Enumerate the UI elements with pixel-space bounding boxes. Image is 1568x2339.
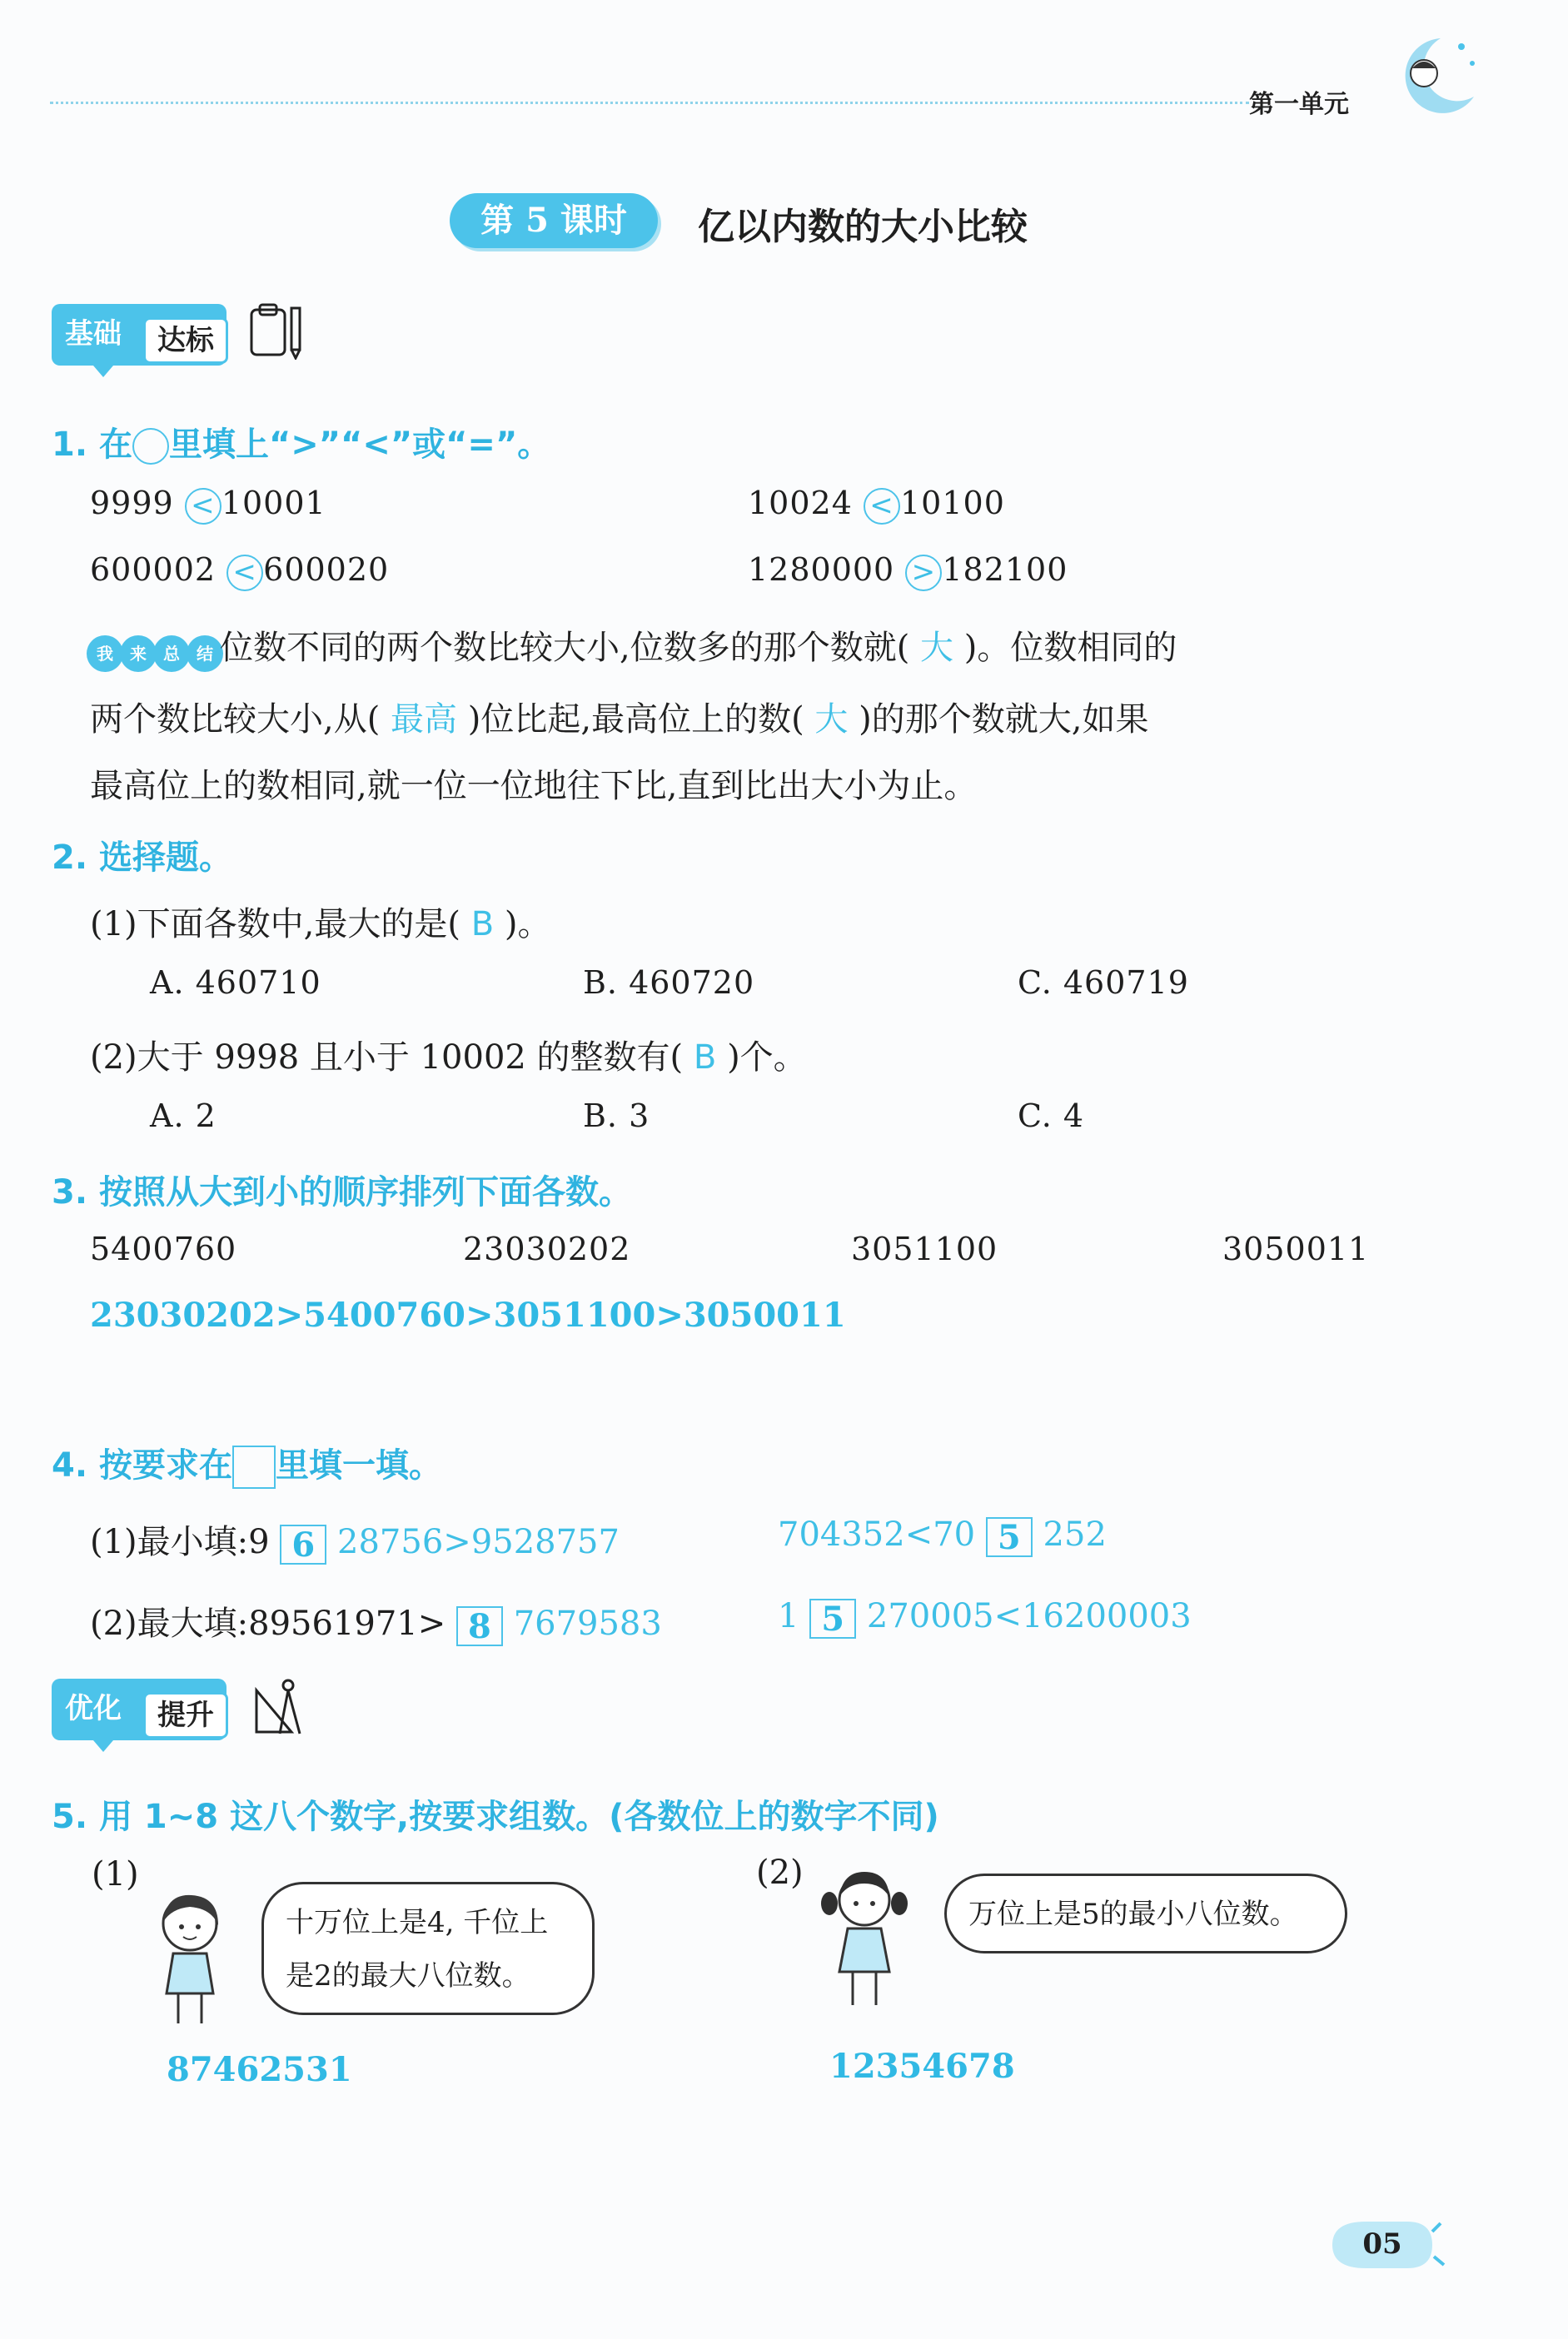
- summary-answer-2[interactable]: 最高: [391, 700, 458, 739]
- section-tag-advanced: [52, 1679, 235, 1754]
- q5-answer-1[interactable]: 87462531: [167, 2050, 352, 2089]
- moon-girl-icon: [1382, 30, 1482, 122]
- q4-row-2b: 1 5 270005<16200003: [778, 1597, 1192, 1639]
- summary-line-3: 最高位上的数相同,就一位一位地往下比,直到比出大小为止。: [90, 767, 978, 805]
- q2-answer-1[interactable]: B: [470, 905, 495, 943]
- q2-option-c[interactable]: C. 4: [1018, 1097, 1085, 1134]
- q2-option-a[interactable]: A. 2: [150, 1097, 217, 1134]
- section-tag-left: 基础: [65, 317, 122, 351]
- q3-number: 3050011: [1222, 1231, 1370, 1267]
- q1-row-3: 600002 < 600020: [90, 551, 389, 591]
- summary-answer-1[interactable]: 大: [920, 629, 954, 667]
- page-number: 05: [1362, 2227, 1402, 2261]
- q5-part-2-label: (2): [756, 1854, 804, 1892]
- q2-answer-2[interactable]: B: [693, 1038, 717, 1077]
- q1-row-1: 9999 < 10001: [90, 485, 326, 525]
- section-tag-basic: [52, 304, 235, 379]
- lesson-badge: 第 5 课时: [450, 193, 658, 248]
- q4-row-1: (1)最小填:9 6 28756>9528757: [90, 1523, 620, 1565]
- q4-title: 4. 按要求在 里填一填。: [52, 1439, 442, 1489]
- q4-blank[interactable]: 5: [809, 1599, 856, 1639]
- q4-blank[interactable]: 6: [280, 1525, 326, 1565]
- q4-blank[interactable]: 5: [986, 1517, 1033, 1557]
- compare-blank[interactable]: <: [226, 555, 263, 591]
- q5-part-1-label: (1): [92, 1855, 139, 1894]
- q3-answer[interactable]: 23030202>5400760>3051100>3050011: [90, 1296, 846, 1335]
- q3-number: 5400760: [90, 1231, 237, 1267]
- speech-bubble-2: 万位上是5的最小八位数。: [944, 1874, 1347, 1953]
- girl-icon: [142, 1889, 241, 2030]
- section-tag-left: 优化: [65, 1692, 122, 1725]
- q5-title: 5. 用 1~8 这八个数字,按要求组数。(各数位上的数字不同): [52, 1798, 939, 1836]
- section-tag-right: 提升: [143, 1692, 228, 1739]
- girl-pigtails-icon: [814, 1864, 914, 2013]
- compare-blank[interactable]: <: [185, 488, 222, 525]
- q4-row-2: (2)最大填:89561971> 8 7679583: [90, 1605, 662, 1646]
- q3-number: 23030202: [463, 1231, 631, 1267]
- q2-title: 2. 选择题。: [52, 839, 232, 877]
- section-tag-right: 达标: [143, 317, 228, 364]
- q2-option-c[interactable]: C. 460719: [1018, 964, 1189, 1001]
- q2-option-b[interactable]: B. 3: [583, 1097, 650, 1134]
- q1-row-2: 10024 < 10100: [748, 485, 1005, 525]
- q2-option-a[interactable]: A. 460710: [150, 964, 321, 1001]
- summary-line-1: 我 来 总 结 位数不同的两个数比较大小,位数多的那个数就( 大 )。位数相同的: [87, 621, 1177, 672]
- q3-title: 3. 按照从大到小的顺序排列下面各数。: [52, 1173, 632, 1212]
- q1-row-4: 1280000 > 182100: [748, 551, 1068, 591]
- summary-line-2: 两个数比较大小,从( 最高 )位比起,最高位上的数( 大 )的那个数就大,如果: [90, 700, 1149, 739]
- summary-badges: 我 来 总 结: [87, 630, 220, 672]
- speech-bubble-1: 十万位上是4, 千位上 是2的最大八位数。: [261, 1882, 595, 2015]
- unit-label: 第一单元: [1249, 90, 1349, 119]
- q5-answer-2[interactable]: 12354678: [829, 2047, 1015, 2086]
- summary-answer-3[interactable]: 大: [814, 700, 849, 739]
- compare-blank[interactable]: >: [905, 555, 942, 591]
- q4-blank[interactable]: 8: [456, 1606, 503, 1646]
- q2-part-2: (2)大于 9998 且小于 10002 的整数有( B )个。: [90, 1038, 807, 1077]
- clipboard-pencil-icon: [246, 301, 306, 360]
- q1-title: 1. 在 里填上“>”“<”或“=”。: [52, 425, 551, 464]
- q2-part-1: (1)下面各数中,最大的是( B )。: [90, 905, 551, 943]
- q2-option-b[interactable]: B. 460720: [583, 964, 755, 1001]
- compare-blank[interactable]: <: [864, 488, 900, 525]
- q3-number: 3051100: [851, 1231, 998, 1267]
- header-divider: [50, 102, 1249, 104]
- lesson-title: 亿以内数的大小比较: [698, 206, 1028, 248]
- q4-row-1b: 704352<70 5 252: [778, 1515, 1107, 1557]
- ruler-compass-icon: [250, 1674, 310, 1740]
